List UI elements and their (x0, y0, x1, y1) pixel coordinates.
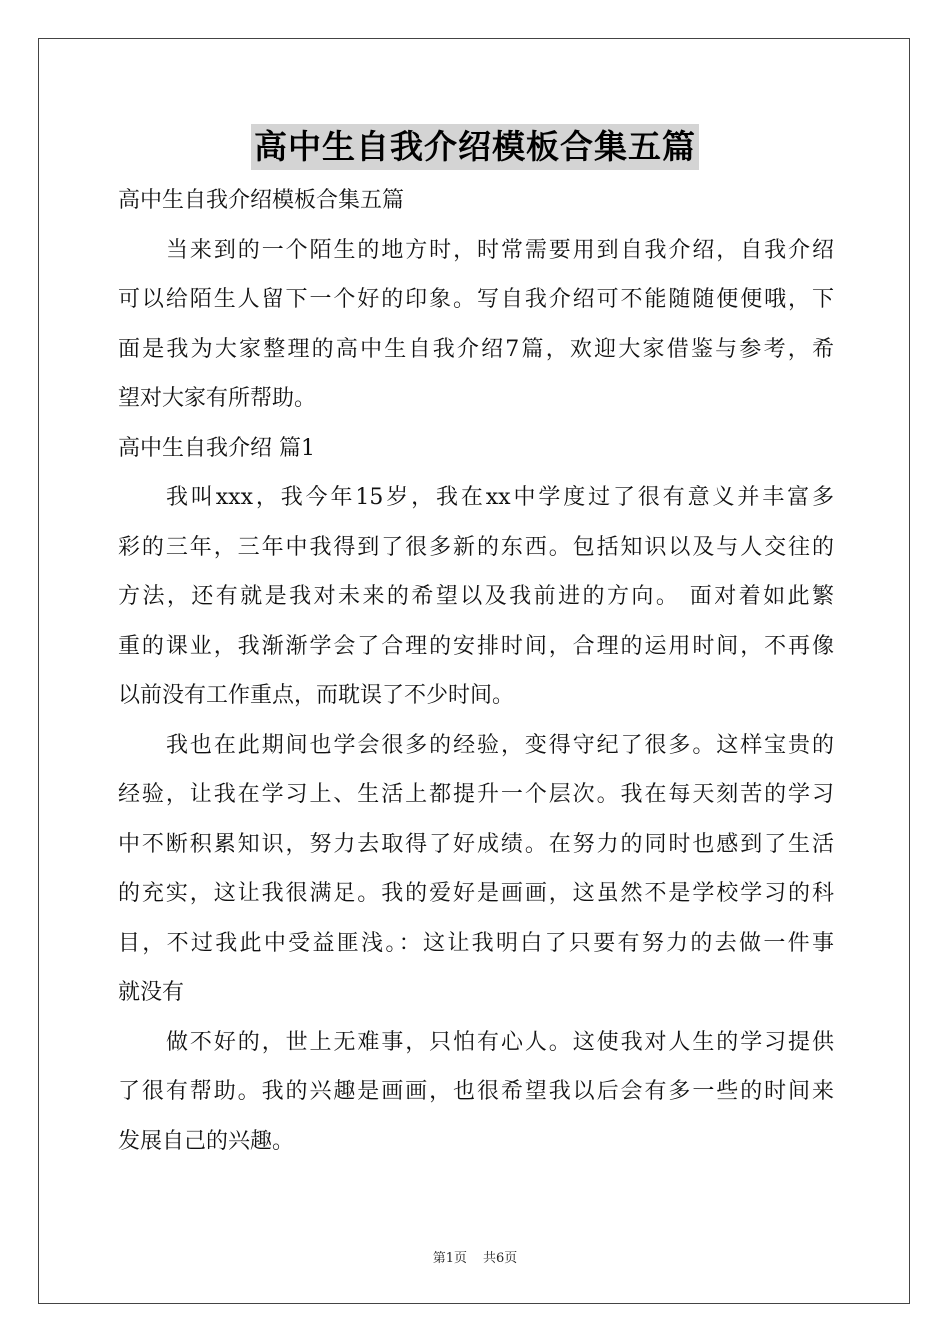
text-line: 可以给陌生人留下一个好的印象。写自我介绍可不能随随便便哦，下 (118, 287, 834, 312)
text-line: 我也在此期间也学会很多的经验，变得守纪了很多。这样宝贵的 (166, 732, 834, 758)
text-line: 彩的三年，三年中我得到了很多新的东西。包括知识以及与人交往的 (118, 534, 834, 560)
document-body (118, 176, 834, 1166)
text-line: 重的课业，我渐渐学会了合理的安排时间，合理的运用时间，不再像 (118, 633, 834, 659)
text-line: 做不好的，世上无难事，只怕有心人。这使我对人生的学习提供 (166, 1029, 834, 1055)
text-line: 以前没有工作重点，而耽误了不少时间。 (118, 683, 515, 708)
text-line: 目，不过我此中受益匪浅。：这让我明白了只要有努力的去做一件事 (118, 930, 834, 956)
text-line: 就没有 (118, 980, 185, 1005)
title-wrap (0, 124, 950, 170)
text-line: 了很有帮助。我的兴趣是画画，也很希望我以后会有多一些的时间来 (118, 1079, 834, 1104)
text-line: 方法，还有就是我对未来的希望以及我前进的方向。 面对着如此繁 (118, 584, 834, 609)
text-line: 当来到的一个陌生的地方时，时常需要用到自我介绍，自我介绍 (166, 237, 834, 263)
page-number: 第1页 (432, 1251, 467, 1266)
text-line: 高中生自我介绍 篇1 (118, 435, 315, 461)
text-line: 经验，让我在学习上、生活上都提升一个层次。我在每天刻苦的学习 (118, 782, 834, 807)
text-line: 我叫xxx，我今年15岁，我在xx中学度过了很有意义并丰富多 (166, 485, 834, 510)
text-line: 望对大家有所帮助。 (118, 386, 317, 411)
text-line: 中不断积累知识，努力去取得了好成绩。在努力的同时也感到了生活 (118, 831, 834, 857)
text-line: 高中生自我介绍模板合集五篇 (118, 188, 405, 213)
page-footer (0, 1247, 950, 1266)
document-title: 高中生自我介绍模板合集五篇 (251, 124, 699, 170)
text-line: 的充实，这让我很满足。我的爱好是画画，这虽然不是学校学习的科 (118, 881, 834, 906)
text-line: 发展自己的兴趣。 (118, 1128, 295, 1154)
text-line: 面是我为大家整理的高中生自我介绍7篇，欢迎大家借鉴与参考，希 (118, 336, 834, 362)
page-total: 共6页 (483, 1251, 518, 1266)
